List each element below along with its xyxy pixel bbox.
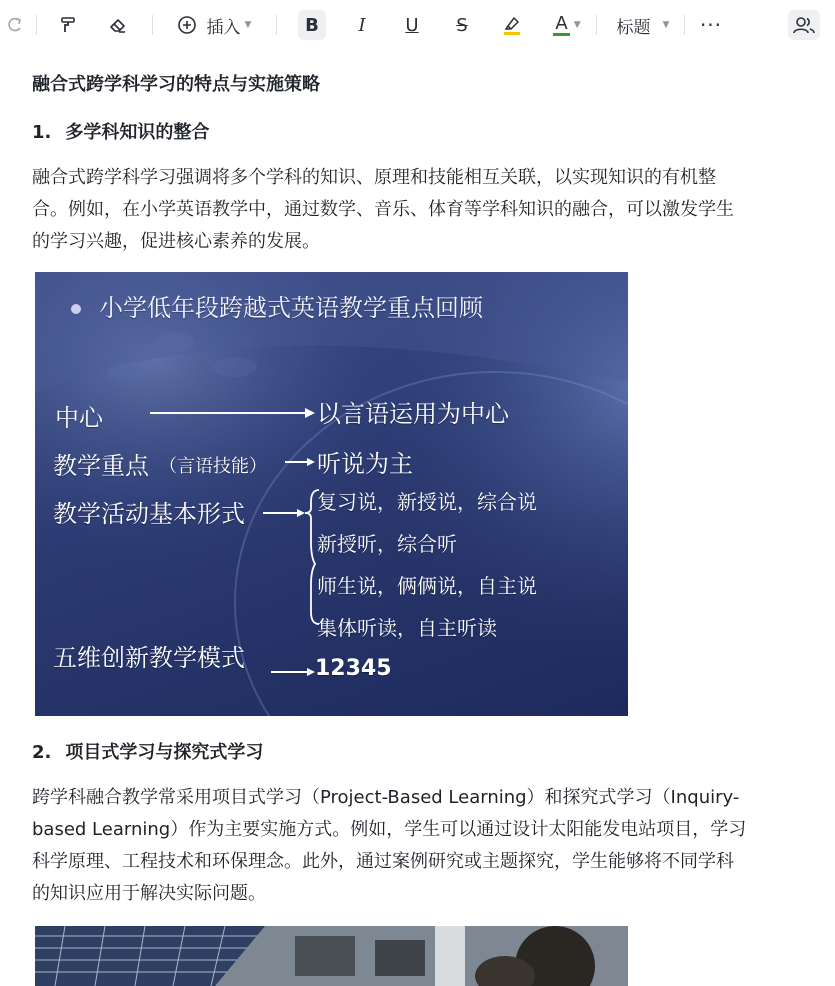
collaborators-icon[interactable]: [788, 10, 820, 40]
font-color-button[interactable]: [548, 10, 586, 40]
slide-row2-left: 教学重点: [53, 452, 149, 480]
paragraph-2: [32, 782, 822, 910]
slide-title: 小学低年段跨越式英语教学重点回顾: [99, 294, 483, 322]
document-title: 融合式跨学科学习的特点与实施策略: [32, 74, 320, 95]
paragraph-line: 的学习兴趣，促进核心素养的发展。: [32, 231, 320, 252]
insert-button[interactable]: [170, 10, 258, 40]
bold-button[interactable]: B: [298, 10, 326, 40]
classroom-photo[interactable]: [35, 926, 628, 986]
slide-row3-item: 师生说，俩俩说，自主说: [317, 574, 537, 598]
slide-image[interactable]: [35, 272, 628, 716]
slide-row1-right: 以言语运用为中心: [317, 400, 509, 428]
section-heading-1: [32, 118, 209, 144]
italic-button[interactable]: I: [358, 14, 366, 36]
slide-bullet: [71, 304, 81, 314]
section-heading-text: 多学科知识的整合: [65, 122, 210, 143]
strikethrough-button[interactable]: S: [456, 14, 468, 36]
eraser-icon[interactable]: [104, 10, 132, 40]
section-heading-2: [32, 738, 263, 764]
chevron-down-icon: ▼: [573, 20, 581, 30]
heading-label: 标题: [616, 17, 651, 38]
toolbar-divider: [152, 15, 153, 35]
paragraph-line: 合。例如，在小学英语教学中，通过数学、音乐、体育等学科知识的融合，可以激发学生: [32, 199, 734, 220]
chevron-down-icon: ▼: [244, 20, 252, 30]
toolbar-divider: [36, 15, 37, 35]
redo-icon[interactable]: [4, 10, 26, 40]
paragraph-line: based Learning）作为主要实施方式。例如，学生可以通过设计太阳能发电站项目，学习: [32, 819, 747, 840]
paragraph-line: 的知识应用于解决实际问题。: [32, 883, 266, 904]
slide-row2-paren: （言语技能）: [159, 456, 267, 477]
solar-panel-photo: [35, 926, 628, 986]
slide-row3-item: 新授听，综合听: [317, 532, 457, 556]
slide-row1-left: 中心: [55, 404, 103, 432]
slide-row3-left: 教学活动基本形式: [53, 500, 245, 528]
section-heading-text: 项目式学习与探究式学习: [65, 742, 264, 763]
editor-toolbar: [0, 0, 835, 50]
toolbar-divider: [596, 15, 597, 35]
paragraph-line: 跨学科融合教学常采用项目式学习（Project-Based Learning）和探究式学习（Inquiry-: [32, 787, 740, 808]
paragraph-line: 融合式跨学科学习强调将多个学科的知识、原理和技能相互关联，以实现知识的有机整: [32, 167, 716, 188]
slide-row3-item: 集体听读，自主听读: [317, 616, 497, 640]
section-number: 1.: [32, 122, 52, 143]
underline-button[interactable]: U: [405, 14, 419, 36]
more-options-button[interactable]: ···: [699, 13, 723, 37]
chevron-down-icon: ▼: [662, 20, 670, 30]
heading-dropdown[interactable]: [612, 10, 674, 40]
highlighter-icon[interactable]: [498, 10, 526, 40]
plus-circle-icon: [177, 15, 197, 35]
font-color-label: A: [555, 12, 568, 34]
slide-row2-right: 听说为主: [317, 450, 413, 478]
paragraph-1: [32, 162, 822, 258]
slide-row4-right: 12345: [315, 656, 392, 681]
toolbar-divider: [276, 15, 277, 35]
toolbar-divider: [684, 15, 685, 35]
insert-label: 插入: [206, 17, 241, 38]
slide-row4-left: 五维创新教学模式: [53, 644, 245, 672]
format-painter-icon[interactable]: [54, 10, 82, 40]
slide-row3-item: 复习说，新授说，综合说: [317, 490, 537, 514]
paragraph-line: 科学原理、工程技术和环保理念。此外，通过案例研究或主题探究，学生能够将不同学科: [32, 851, 734, 872]
section-number: 2.: [32, 742, 52, 763]
